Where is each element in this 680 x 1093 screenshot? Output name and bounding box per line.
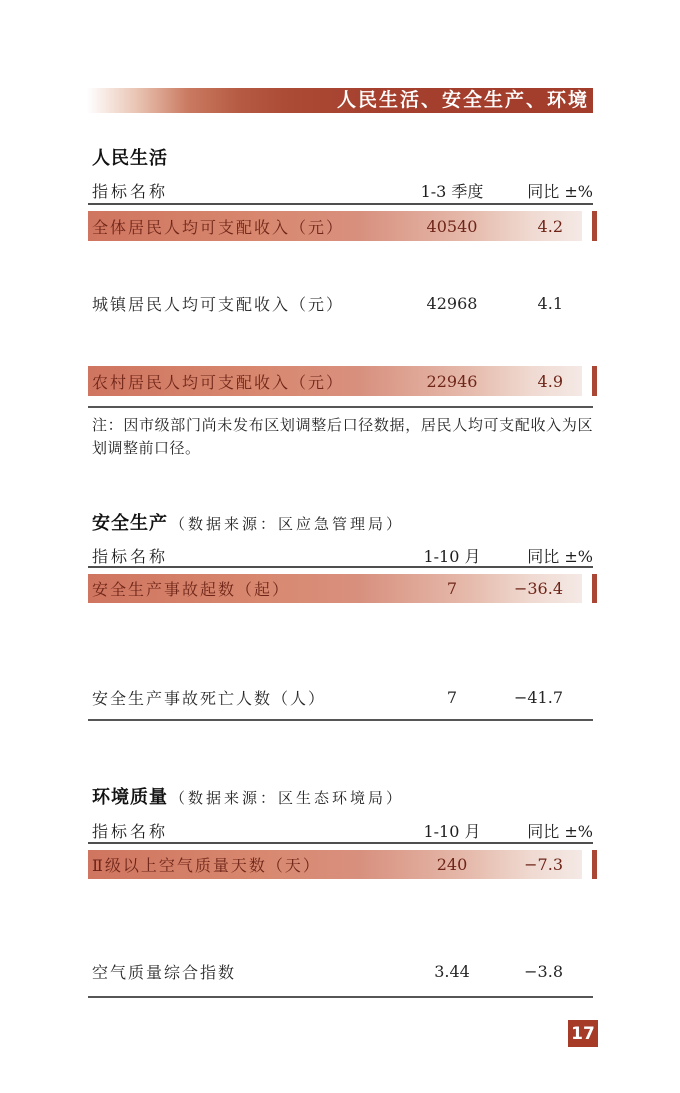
table-row (88, 288, 593, 318)
row-indicator: 城镇居民人均可支配收入（元） (92, 294, 345, 314)
table-bottom-rule (88, 719, 593, 721)
row-yoy: 4.9 (537, 371, 563, 391)
column-header-indicator: 指标名称 (92, 181, 169, 201)
section-heading-environment (88, 783, 593, 807)
section-heading-people-life (88, 144, 593, 168)
row-yoy: −36.4 (513, 579, 563, 598)
chapter-banner (87, 88, 593, 113)
row-accent-strip (592, 574, 597, 603)
table-header-people-life (88, 179, 593, 201)
row-indicator: 农村居民人均可支配收入（元） (92, 372, 345, 392)
row-yoy: −41.7 (513, 687, 563, 707)
table-bottom-rule (88, 996, 593, 998)
row-indicator: 安全生产事故死亡人数（人） (92, 688, 327, 708)
row-indicator: 空气质量综合指数 (92, 962, 237, 982)
table-row (88, 956, 593, 986)
column-header-yoy: 同比 ±% (527, 181, 593, 201)
column-header-yoy: 同比 ±% (527, 821, 593, 841)
row-yoy: 4.1 (537, 293, 563, 313)
table-footnote: 注：因市级部门尚未发布区划调整后口径数据，居民人均可支配收入为区划调整前口径。 (92, 416, 593, 457)
column-header-yoy: 同比 ±% (527, 546, 593, 566)
row-yoy: 4.2 (537, 216, 563, 236)
row-value: 3.44 (434, 961, 470, 981)
section-source: （数据来源：区生态环境局） (170, 789, 405, 807)
column-header-period: 1-10 月 (423, 821, 481, 841)
table-header-environment (88, 819, 593, 841)
column-header-period: 1-10 月 (423, 546, 481, 566)
table-header-rule (88, 842, 593, 844)
table-row (88, 682, 593, 712)
page-number-badge: 17 (568, 1020, 598, 1047)
column-header-indicator: 指标名称 (92, 546, 169, 566)
row-value: 7 (446, 687, 458, 707)
table-row (88, 574, 593, 603)
row-indicator: Ⅱ级以上空气质量天数（天） (92, 856, 321, 875)
table-row (88, 850, 593, 879)
row-value: 240 (436, 855, 468, 874)
row-indicator: 全体居民人均可支配收入（元） (92, 217, 345, 237)
row-value: 7 (446, 579, 458, 598)
section-title: 人民生活 (92, 148, 168, 169)
table-header-rule (88, 566, 593, 568)
table-row (88, 211, 593, 241)
table-header-rule (88, 203, 593, 205)
column-header-indicator: 指标名称 (92, 821, 169, 841)
section-title: 环境质量 (92, 787, 168, 808)
table-header-work-safety (88, 544, 593, 566)
row-accent-strip (592, 211, 597, 241)
row-value: 22946 (426, 371, 478, 391)
table-bottom-rule (88, 406, 593, 408)
row-value: 42968 (426, 293, 478, 313)
row-yoy: −7.3 (524, 855, 563, 874)
column-header-period: 1-3 季度 (420, 181, 484, 201)
row-accent-strip (592, 366, 597, 396)
section-heading-work-safety (88, 509, 593, 533)
row-yoy: −3.8 (524, 961, 563, 981)
chapter-banner-title: 人民生活、安全生产、环境 (336, 89, 589, 111)
section-title: 安全生产 (92, 513, 168, 534)
table-row (88, 366, 593, 396)
row-accent-strip (592, 850, 597, 879)
section-source: （数据来源：区应急管理局） (170, 515, 405, 533)
row-indicator: 安全生产事故起数（起） (92, 580, 291, 599)
row-value: 40540 (426, 216, 478, 236)
